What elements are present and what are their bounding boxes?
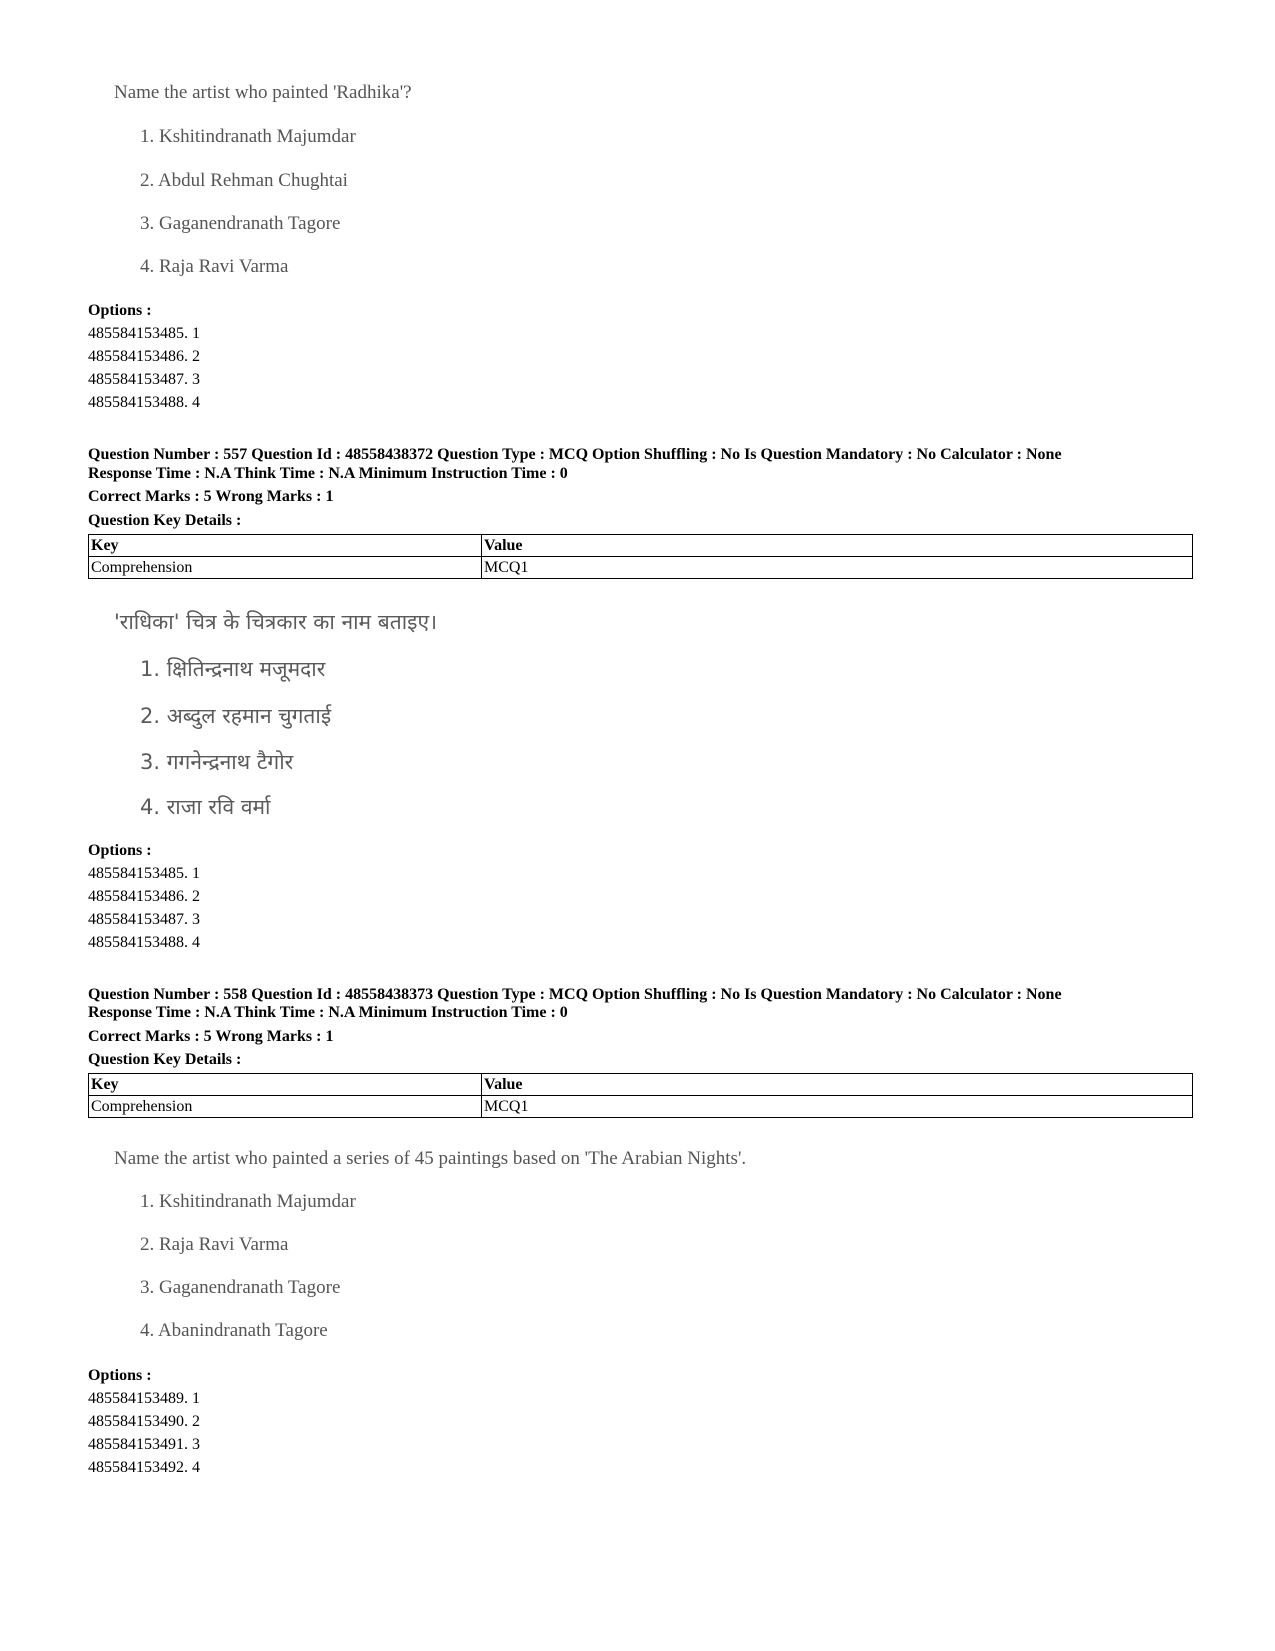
- option-id: 485584153492. 4: [88, 1459, 200, 1476]
- option-id: 485584153487. 3: [88, 911, 200, 928]
- question-558-key-details-label: Question Key Details :: [88, 1051, 242, 1068]
- question-557-timing: Response Time : N.A Think Time : N.A Minimum Instruction Time : 0: [88, 465, 568, 482]
- table-header-value: Value: [482, 1074, 1193, 1096]
- option-id: 485584153487. 3: [88, 371, 200, 388]
- question-557-header: Question Number : 557 Question Id : 48558438372 Question Type : MCQ Option Shuffling : No Is Question Mandatory : No Calculator : None: [88, 446, 1062, 463]
- question-556-choice-1: 1. Kshitindranath Majumdar: [140, 126, 356, 147]
- table-cell-key: Comprehension: [89, 1096, 482, 1118]
- question-556-choice-2: 2. Abdul Rehman Chughtai: [140, 170, 348, 191]
- options-label: Options :: [88, 302, 152, 319]
- question-556-choice-4: 4. Raja Ravi Varma: [140, 256, 289, 277]
- options-label: Options :: [88, 842, 152, 859]
- option-id: 485584153491. 3: [88, 1436, 200, 1453]
- table-row: [89, 557, 1193, 579]
- question-558-choice-1: 1. Kshitindranath Majumdar: [140, 1191, 356, 1212]
- option-id: 485584153488. 4: [88, 394, 200, 411]
- option-id: 485584153488. 4: [88, 934, 200, 951]
- question-558-choice-4: 4. Abanindranath Tagore: [140, 1320, 328, 1341]
- question-558-stem: Name the artist who painted a series of 45 paintings based on 'The Arabian Nights'.: [114, 1148, 747, 1169]
- question-557-choice-3: 3. गगनेन्द्रनाथ टैगोर: [140, 750, 294, 774]
- question-557-choice-1: 1. क्षितिन्द्रनाथ मजूमदार: [140, 657, 326, 681]
- question-557-key-table: [88, 534, 1193, 579]
- option-id: 485584153485. 1: [88, 865, 200, 882]
- option-id: 485584153486. 2: [88, 888, 200, 905]
- question-558-marks: Correct Marks : 5 Wrong Marks : 1: [88, 1028, 334, 1045]
- question-556-stem: Name the artist who painted 'Radhika'?: [114, 82, 412, 103]
- table-header-key: Key: [89, 1074, 482, 1096]
- question-556-choice-3: 3. Gaganendranath Tagore: [140, 213, 341, 234]
- question-557-key-details-label: Question Key Details :: [88, 512, 242, 529]
- question-558-choice-3: 3. Gaganendranath Tagore: [140, 1277, 341, 1298]
- question-557-stem: 'राधिका' चित्र के चित्रकार का नाम बताइए।: [114, 610, 438, 634]
- question-558-timing: Response Time : N.A Think Time : N.A Minimum Instruction Time : 0: [88, 1004, 568, 1021]
- table-header-row: [89, 535, 1193, 557]
- question-557-marks: Correct Marks : 5 Wrong Marks : 1: [88, 488, 334, 505]
- question-558-header: Question Number : 558 Question Id : 48558438373 Question Type : MCQ Option Shuffling : No Is Question Mandatory : No Calculator : None: [88, 986, 1062, 1003]
- table-header-value: Value: [482, 535, 1193, 557]
- option-id: 485584153486. 2: [88, 348, 200, 365]
- table-cell-key: Comprehension: [89, 557, 482, 579]
- option-id: 485584153489. 1: [88, 1390, 200, 1407]
- table-row: [89, 1096, 1193, 1118]
- options-label: Options :: [88, 1367, 152, 1384]
- table-cell-value: MCQ1: [482, 557, 1193, 579]
- question-558-key-table: [88, 1073, 1193, 1118]
- option-id: 485584153490. 2: [88, 1413, 200, 1430]
- table-header-key: Key: [89, 535, 482, 557]
- question-557-choice-2: 2. अब्दुल रहमान चुगताई: [140, 704, 332, 728]
- table-cell-value: MCQ1: [482, 1096, 1193, 1118]
- option-id: 485584153485. 1: [88, 325, 200, 342]
- question-558-choice-2: 2. Raja Ravi Varma: [140, 1234, 289, 1255]
- table-header-row: [89, 1074, 1193, 1096]
- question-557-choice-4: 4. राजा रवि वर्मा: [140, 795, 271, 819]
